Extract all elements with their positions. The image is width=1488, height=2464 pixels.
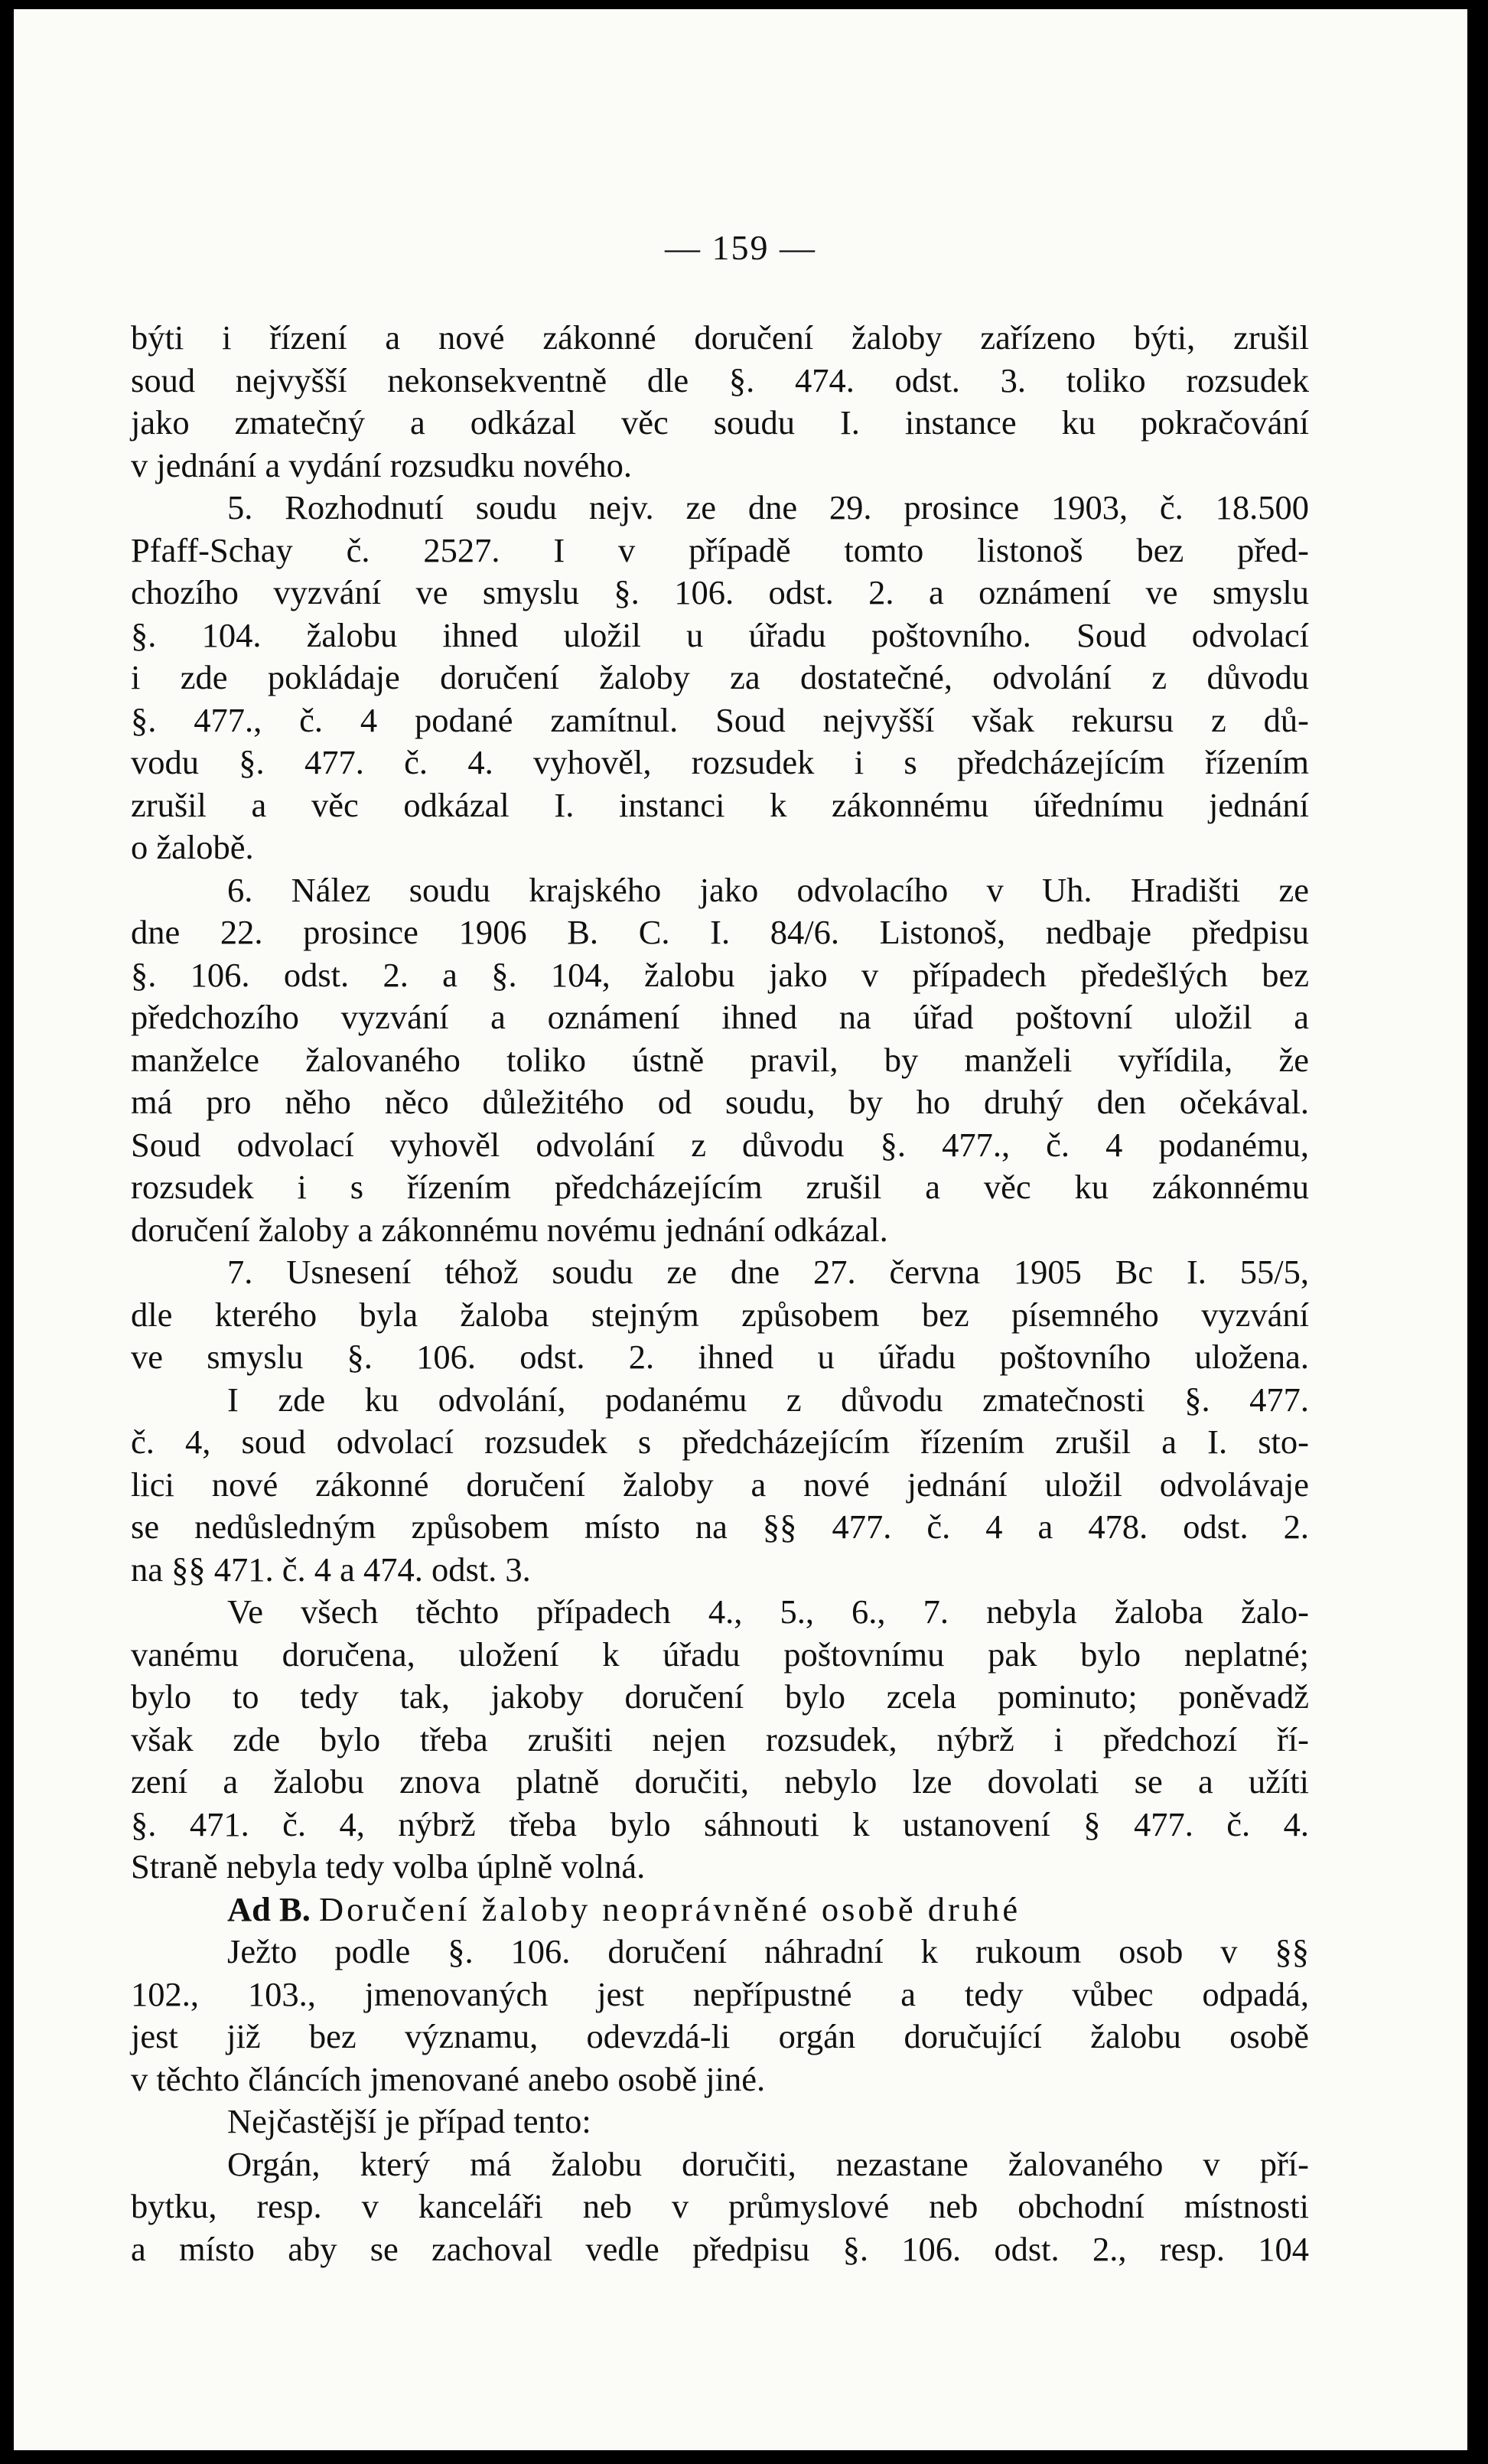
text-line: 6. Nález soudu krajského jako odvolacího v Uh. Hradišti ze bbox=[227, 870, 1309, 909]
section-heading bbox=[131, 1889, 1309, 1931]
body-text bbox=[131, 317, 1309, 2270]
text-line: Soud odvolací vyhověl odvolání z důvodu §. 477., č. 4 podanému, bbox=[131, 1125, 1309, 1164]
text-line: 7. Usnesení téhož soudu ze dne 27. června 1905 Bc I. 55/5, bbox=[227, 1253, 1309, 1291]
text-line: vodu §. 477. č. 4. vyhověl, rozsudek i s předcházejícím řízením bbox=[131, 743, 1309, 781]
text-line: v těchto článcích jmenované anebo osobě jiné. bbox=[131, 2059, 766, 2098]
text-line: však zde bylo třeba zrušiti nejen rozsudek, nýbrž i předchozí ří- bbox=[131, 1719, 1309, 1758]
text-line: má pro něho něco důležitého od soudu, by ho druhý den očekával. bbox=[131, 1083, 1309, 1121]
text-line: Straně nebyla tedy volba úplně volná. bbox=[131, 1847, 646, 1885]
text-line: rozsudek i s řízením předcházejícím zrušil a věc ku zákonnému bbox=[131, 1168, 1309, 1206]
text-line: 102., 103., jmenovaných jest nepřípustné a tedy vůbec odpadá, bbox=[131, 1974, 1309, 2013]
text-line: lici nové zákonné doručení žaloby a nové jednání uložil odvolávaje bbox=[131, 1465, 1309, 1504]
text-line: v jednání a vydání rozsudku nového. bbox=[131, 445, 632, 484]
text-line: bytku, resp. v kanceláři neb v průmyslové neb obchodní místnosti bbox=[131, 2187, 1309, 2225]
text-line: č. 4, soud odvolací rozsudek s předcházejícím řízením zrušil a I. sto- bbox=[131, 1423, 1309, 1461]
text-line: předchozího vyzvání a oznámení ihned na úřad poštovní uložil a bbox=[131, 998, 1309, 1036]
section-heading-prefix: Ad B. bbox=[227, 1889, 311, 1928]
text-line: §. 104. žalobu ihned uložil u úřadu poštovního. Soud odvolací bbox=[131, 615, 1309, 654]
text-line: i zde pokládaje doručení žaloby za dostatečné, odvolání z důvodu bbox=[131, 658, 1309, 696]
text-line: soud nejvyšší nekonsekventně dle §. 474. odst. 3. toliko rozsudek bbox=[131, 360, 1309, 399]
text-line: jako zmatečný a odkázal věc soudu I. instance ku pokračování bbox=[131, 403, 1309, 442]
text-line: doručení žaloby a zákonnému novému jednání odkázal. bbox=[131, 1210, 888, 1249]
text-line: Ježto podle §. 106. doručení náhradní k rukoum osob v §§ bbox=[227, 1932, 1309, 1970]
section-heading-title: Doručení žaloby neoprávněné osobě druhé bbox=[318, 1889, 1021, 1928]
text-line: §. 106. odst. 2. a §. 104, žalobu jako v případech předešlých bez bbox=[131, 955, 1309, 994]
paragraphs-part-2 bbox=[131, 1931, 1309, 2270]
text-line: I zde ku odvolání, podanému z důvodu zmatečnosti §. 477. bbox=[227, 1380, 1309, 1419]
text-line: na §§ 471. č. 4 a 474. odst. 3. bbox=[131, 1550, 531, 1589]
text-line: §. 471. č. 4, nýbrž třeba bylo sáhnouti k ustanovení § 477. č. 4. bbox=[131, 1804, 1309, 1843]
text-line: bylo to tedy tak, jakoby doručení bylo zcela pominuto; poněvadž bbox=[131, 1677, 1309, 1716]
text-line: Pfaff-Schay č. 2527. I v případě tomto listonoš bez před- bbox=[131, 530, 1309, 569]
text-line: se nedůsledným způsobem místo na §§ 477. č. 4 a 478. odst. 2. bbox=[131, 1507, 1309, 1546]
text-line: Ve všech těchto případech 4., 5., 6., 7. nebyla žaloba žalo- bbox=[227, 1592, 1309, 1631]
text-line: o žalobě. bbox=[131, 828, 254, 866]
text-line: Orgán, který má žalobu doručiti, nezastane žalovaného v pří- bbox=[227, 2144, 1309, 2183]
text-line: §. 477., č. 4 podané zamítnul. Soud nejvyšší však rekursu z dů- bbox=[131, 700, 1309, 739]
book-page bbox=[14, 9, 1467, 2450]
text-line: zení a žalobu znova platně doručiti, nebylo lze dovolati se a užíti bbox=[131, 1762, 1309, 1801]
text-line: jest již bez významu, odevzdá-li orgán doručující žalobu osobě bbox=[131, 2017, 1309, 2055]
text-line: 5. Rozhodnutí soudu nejv. ze dne 29. prosince 1903, č. 18.500 bbox=[227, 488, 1309, 526]
text-line: Nejčastější je případ tento: bbox=[227, 2102, 591, 2140]
text-line: chozího vyzvání ve smyslu §. 106. odst. 2. a oznámení ve smyslu bbox=[131, 573, 1309, 611]
paragraphs-part-1 bbox=[131, 317, 1309, 1889]
text-line: býti i řízení a nové zákonné doručení žaloby zařízeno býti, zrušil bbox=[131, 318, 1309, 357]
page-number: — 159 — bbox=[665, 228, 816, 267]
text-line: ve smyslu §. 106. odst. 2. ihned u úřadu poštovního uložena. bbox=[131, 1338, 1309, 1376]
text-line: manželce žalovaného toliko ústně pravil, by manželi vyřídila, že bbox=[131, 1040, 1309, 1079]
text-line: vanému doručena, uložení k úřadu poštovnímu pak bylo neplatné; bbox=[131, 1635, 1309, 1674]
text-line: dne 22. prosince 1906 B. C. I. 84/6. Listonoš, nedbaje předpisu bbox=[131, 913, 1309, 951]
text-line: dle kterého byla žaloba stejným způsobem bez písemného vyzvání bbox=[131, 1295, 1309, 1334]
text-line: zrušil a věc odkázal I. instanci k zákonnému úřednímu jednání bbox=[131, 785, 1309, 824]
text-line: a místo aby se zachoval vedle předpisu §. 106. odst. 2., resp. 104 bbox=[131, 2229, 1309, 2268]
